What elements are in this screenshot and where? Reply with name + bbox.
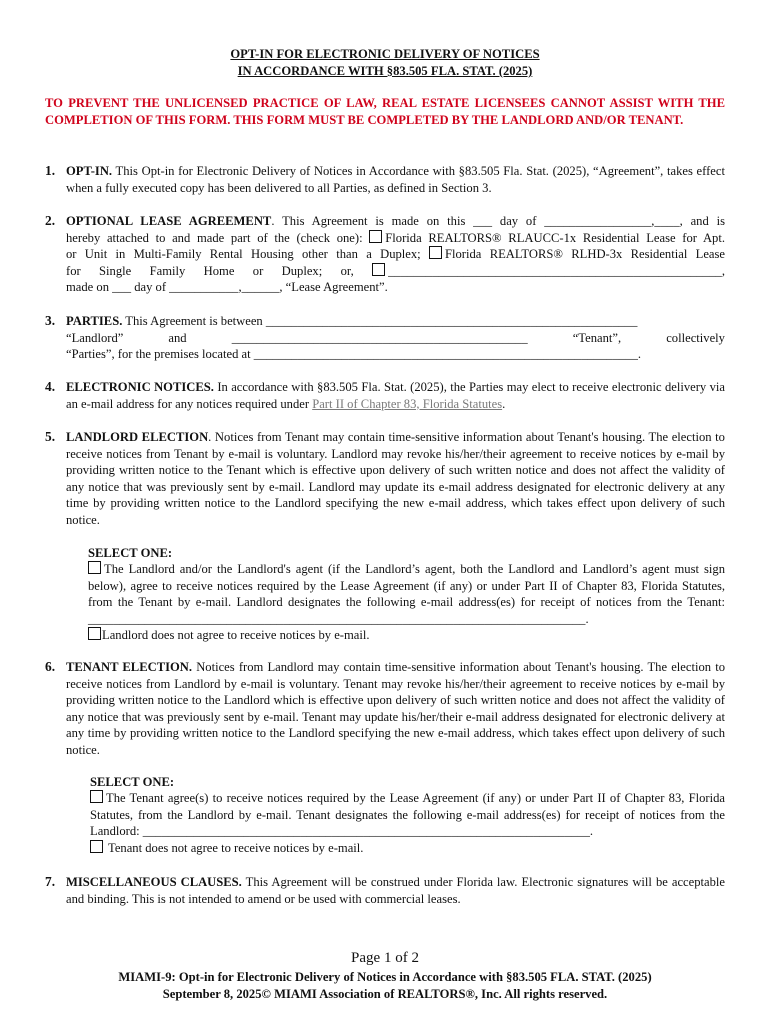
- section-heading: LANDLORD ELECTION: [66, 430, 209, 444]
- tenant-agree-option: [90, 790, 725, 840]
- collectively-label: collectively: [666, 330, 725, 345]
- landlord-agree-checkbox[interactable]: [88, 561, 101, 574]
- section-optional-lease-agreement: [45, 213, 725, 296]
- tenant-label: “Tenant”,: [572, 330, 622, 345]
- lease-line-1: [66, 213, 725, 230]
- other-lease-blank[interactable]: _____________________________________________________,: [388, 263, 725, 278]
- premises-address-blank[interactable]: “Parties”, for the premises located at _____________________________________________________________.: [66, 347, 642, 361]
- section-number: 4.: [45, 379, 56, 394]
- section-heading: TENANT ELECTION.: [66, 660, 193, 674]
- period: .: [502, 396, 506, 411]
- section-text: Notices from Landlord may contain time-sensitive information about Tenant's housing. The election to receive notices from Landlord by e-mail is voluntary. Tenant may revoke his/her/their agreement to receive notices by e-mail by providing written notice to the Landlord which is effective upon delivery of such written notice and does not affect the validity of any notice that was previously sent by e-mail. Tenant may update his/her/their e-mail address designated for electronic delivery at any time by providing written notice to the Landlord specifying the new e-mail address, which takes effect upon delivery of such notice.: [66, 660, 725, 757]
- parties-line-2: [66, 330, 725, 347]
- section-heading: MISCELLANEOUS CLAUSES.: [66, 875, 242, 889]
- and-label: and: [168, 330, 187, 345]
- section-text: . Notices from Tenant may contain time-sensitive information about Tenant's housing. The election to receive notices from Tenant by e-mail is voluntary. Landlord may revoke his/her/their agreement to receive notices by e-mail by providing written notice to the Tenant which is effective upon delivery of such written notice and does not affect the validity of any notice that was previously sent by e-mail. Landlord may update its e-mail address designated for electronic delivery at any time by providing written notice to the Landlord specifying the new e-mail address, which takes effect upon delivery of such notice.: [66, 430, 725, 527]
- tenant-agree-text: The Tenant agree(s) to receive notices required by the Lease Agreement (if any) or under Part II of Chapter 83, Florida Statutes, from the Landlord by e-mail. Tenant designates the following e-mail address(es) for receipt of notices from the Landlord: _______________________________________________________________________.: [90, 791, 725, 838]
- unlicensed-practice-warning: TO PREVENT THE UNLICENSED PRACTICE OF LAW, REAL ESTATE LICENSEES CANNOT ASSIST WITH THE COMPLETION OF THIS FORM. THIS FORM MUST BE COMPLETED BY THE LANDLORD AND/OR TENANT.: [45, 96, 725, 127]
- tenant-decline-option: [90, 840, 363, 857]
- landlord-decline-option: [88, 627, 370, 644]
- landlord-decline-checkbox[interactable]: [88, 627, 101, 640]
- tenant-decline-checkbox[interactable]: [90, 840, 103, 853]
- lease-line-4: [66, 263, 725, 280]
- tenant-select-one: SELECT ONE:: [90, 775, 175, 789]
- rlaucc-option-label-cont: or Unit in Multi-Family Rental Housing other than a Duplex;: [66, 247, 421, 261]
- copyright-notice: September 8, 2025© MIAMI Association of REALTORS®, Inc. All rights reserved.: [162, 987, 608, 1001]
- section-heading: OPT-IN.: [66, 164, 113, 178]
- form-footer-title: MIAMI-9: Opt-in for Electronic Delivery of Notices in Accordance with §83.505 FLA. STAT. (2025): [118, 970, 652, 984]
- rlhd-option-label-cont: for Single Family Home or Duplex; or,: [66, 263, 354, 278]
- section-miscellaneous-clauses: [45, 874, 725, 907]
- lease-date-blanks[interactable]: . This Agreement is made on this ___ day of _________________,____, and is: [271, 214, 726, 228]
- form-title-line-1: OPT-IN FOR ELECTRONIC DELIVERY OF NOTICES: [230, 47, 540, 61]
- section-number: 2.: [45, 213, 56, 228]
- section-heading: OPTIONAL LEASE AGREEMENT: [66, 214, 272, 228]
- tenant-name-blank[interactable]: _______________________________________________: [231, 330, 528, 345]
- section-electronic-notices: [45, 379, 725, 412]
- landlord-select-one: SELECT ONE:: [88, 546, 173, 560]
- other-lease-checkbox[interactable]: [372, 263, 385, 276]
- parties-line-1: [66, 313, 725, 330]
- landlord-name-blank[interactable]: This Agreement is between ___________________________________________________________: [122, 314, 638, 328]
- statutes-link[interactable]: Part II of Chapter 83, Florida Statutes: [312, 396, 503, 411]
- lease-made-on-line[interactable]: made on ___ day of ___________,______, “Lease Agreement”.: [66, 280, 388, 294]
- landlord-label: “Landlord”: [66, 330, 124, 345]
- rlhd-checkbox[interactable]: [429, 246, 442, 259]
- section-number: 1.: [45, 163, 56, 178]
- tenant-decline-text: Tenant does not agree to receive notices by e-mail.: [108, 841, 364, 855]
- section-text: In accordance with §83.505 Fla. Stat. (2025), the Parties may elect to receive electronic delivery via an e-mail address for any notices required under: [66, 380, 725, 411]
- rlaucc-checkbox[interactable]: [369, 230, 382, 243]
- section-heading: PARTIES.: [66, 314, 123, 328]
- check-one-label: hereby attached to and made part of the (check one):: [66, 230, 363, 245]
- page-number: Page 1 of 2: [351, 950, 419, 966]
- section-heading: ELECTRONIC NOTICES.: [66, 380, 214, 394]
- section-parties: [45, 313, 725, 363]
- section-landlord-election: [45, 429, 725, 528]
- landlord-agree-option: [88, 561, 725, 627]
- section-text: This Agreement will be construed under Florida law. Electronic signatures will be acceptable and binding. This is not intended to amend or be used with commercial leases.: [66, 875, 725, 906]
- section-tenant-election: [45, 659, 725, 758]
- rlhd-option-label: Florida REALTORS® RLHD-3x Residential Lease: [445, 247, 725, 261]
- section-text: This Opt-in for Electronic Delivery of Notices in Accordance with §83.505 Fla. Stat. (2025), “Agreement”, takes effect when a fully executed copy has been delivered to all Parties, as defined in Section 3.: [66, 164, 725, 195]
- tenant-agree-checkbox[interactable]: [90, 790, 103, 803]
- section-number: 6.: [45, 659, 56, 674]
- rlaucc-option-label: Florida REALTORS® RLAUCC-1x Residential Lease for Apt.: [385, 230, 725, 245]
- lease-line-3: [66, 246, 725, 263]
- section-number: 7.: [45, 874, 56, 889]
- landlord-decline-text: Landlord does not agree to receive notices by e-mail.: [102, 628, 370, 642]
- lease-line-2: [66, 230, 725, 247]
- section-number: 3.: [45, 313, 56, 328]
- section-number: 5.: [45, 429, 56, 444]
- landlord-agree-text: The Landlord and/or the Landlord's agent (if the Landlord’s agent, both the Landlord and Landlord’s agent must sign below), agree to receive notices required by the Lease Agreement (if any) or under Part II of Chapter 83, Florida Statutes, from the Tenant by e-mail. Landlord designates the following e-mail address(es) for receipt of notices from the Tenant: _______________________________________________________________________________.: [88, 562, 725, 626]
- form-title-line-2: IN ACCORDANCE WITH §83.505 FLA. STAT. (2025): [237, 64, 533, 78]
- section-opt-in: [45, 163, 725, 196]
